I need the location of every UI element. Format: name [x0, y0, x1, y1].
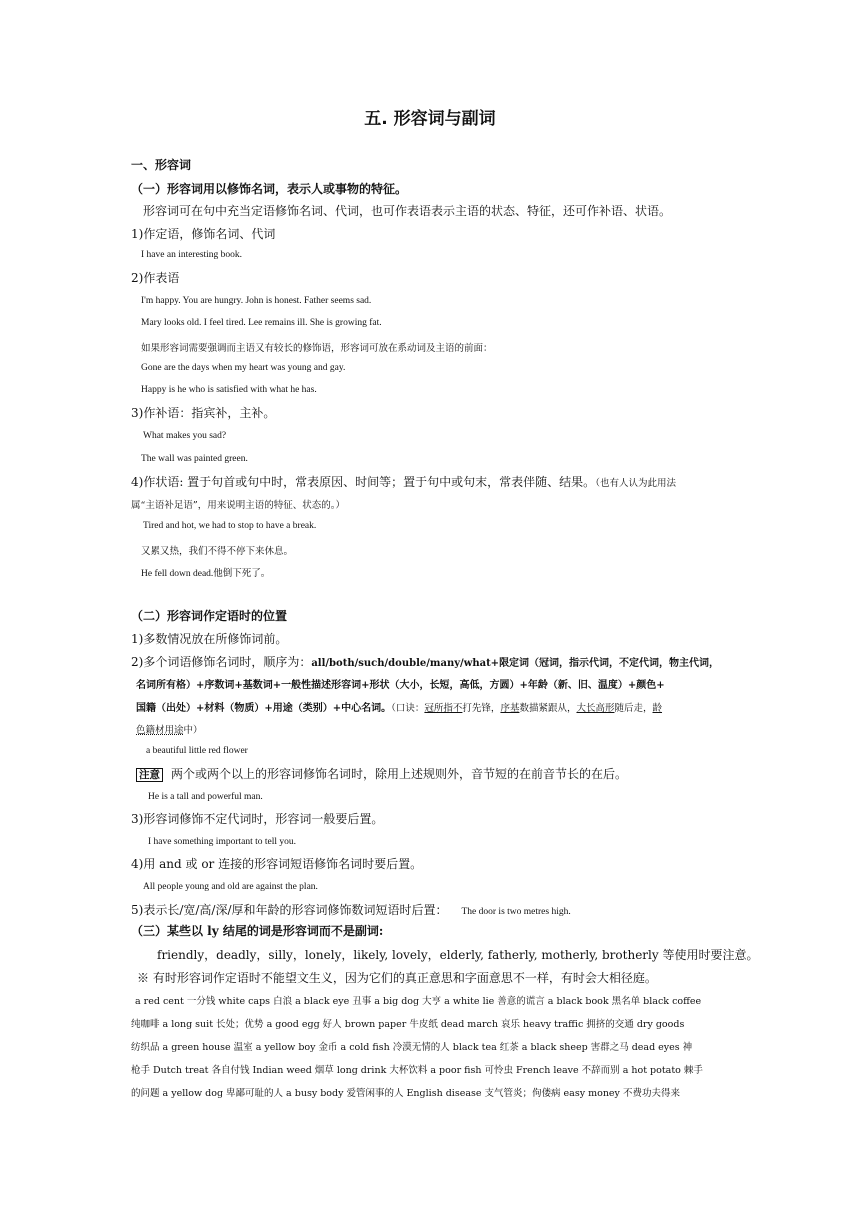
example-text: Mary looks old. I feel tired. Lee remains ill. She is growing fat. [141, 318, 382, 328]
point-adverbial [131, 473, 676, 490]
example-translation: 又累又热，我们不得不停下来休息。 [141, 546, 294, 557]
point-complement: 3)作补语：指宾补，主补。 [131, 406, 276, 420]
example-en: He fell down dead. [141, 569, 214, 579]
mnemonic-open: （口诀： [391, 703, 425, 714]
example-text: I'm happy. You are hungry. John is honest. Father seems sad. [141, 296, 372, 306]
point-order-rule-3: 国籍（出处）+材料（物质）+用途（类别）+中心名词。 [136, 703, 392, 714]
example-text: The door is two metres high. [461, 907, 571, 917]
mnemonic-part: 大长高形 [576, 703, 615, 714]
section-3-heading: （三）某些以 ly 结尾的词是形容词而不是副词: [131, 924, 384, 938]
idiom-list-line: 纺织品 a green house 温室 a yellow boy 金币 a cold fish 冷漠无情的人 black tea 红茶 a black sheep 害群之马 dead eyes 神 [131, 1042, 693, 1053]
point-before-noun: 1)多数情况放在所修饰词前。 [131, 632, 288, 646]
warning-note: ※ 有时形容词作定语时不能望文生义，因为它们的真正意思和字面意思不一样，有时会大相径庭。 [137, 971, 657, 985]
point-attributive: 1)作定语，修饰名词、代词 [131, 227, 276, 241]
point-order-rule-2: 名词所有格）+序数词+基数词+一般性描述形容词+形状（大小，长短，高低，方圆）+年龄（新、旧、温度）+颜色+ [136, 680, 665, 691]
example-text: Gone are the days when my heart was young and gay. [141, 363, 346, 373]
example-text: a beautiful little red flower [146, 746, 248, 756]
example-text: I have an interesting book. [141, 250, 243, 260]
ly-word-list: friendly，deadly，silly，lonely，likely, lovely，elderly, fatherly, motherly, brotherly 等使用时要注意。 [157, 948, 759, 962]
mnemonic-close: 中） [183, 725, 203, 736]
mnemonic-part: 序基 [500, 703, 520, 714]
mnemonic-part: 色籍材用途 [136, 725, 184, 736]
mnemonic-part: 数描紧跟从， [519, 703, 577, 714]
idiom-list-line: a red cent 一分钱 white caps 白浪 a black eye 丑事 a big dog 大亨 a white lie 善意的谎言 a black book 黑名单 black coffee [135, 996, 702, 1007]
example-text: What makes you sad? [143, 431, 227, 441]
point-order [131, 653, 719, 670]
heading-adjective: 一、形容词 [131, 158, 192, 172]
example-text: He is a tall and powerful man. [148, 792, 263, 802]
note-text: 如果形容词需要强调而主语又有较长的修饰语，形容词可放在系动词及主语的前面： [141, 343, 493, 354]
note-text: 两个或两个以上的形容词修饰名词时，除用上述规则外，音节短的在前音节长的在后。 [171, 767, 628, 781]
mnemonic-part: 随后走， [614, 703, 653, 714]
example-text: Tired and hot, we had to stop to have a break. [143, 521, 317, 531]
mnemonic-part: 龄 [652, 703, 663, 714]
point-adverbial-note: （也有人认为此用法 [595, 478, 676, 489]
idiom-list-line: 纯咖啡 a long suit 长处；优势 a good egg 好人 brown paper 牛皮纸 dead march 哀乐 heavy traffic 拥挤的交通 dry goods [131, 1019, 685, 1030]
example-text: All people young and old are against the plan. [143, 882, 318, 892]
point-adverbial-text: 4)作状语: 置于句首或句中时，常表原因、时间等；置于句中或句末，常表伴随、结果。 [131, 475, 596, 489]
example-text [141, 565, 270, 579]
mnemonic-part: 打先锋， [462, 703, 501, 714]
example-text: I have something important to tell you. [148, 837, 297, 847]
example-text: Happy is he who is satisfied with what he has. [141, 385, 317, 395]
note-row [136, 765, 627, 782]
point-adverbial-cont: 属“主语补足语”，用来说明主语的特征、状态的。） [131, 500, 345, 511]
note-label-badge: 注意 [136, 768, 163, 782]
section-2-heading: （二）形容词作定语时的位置 [131, 609, 288, 623]
point-and-or: 4)用 and 或 or 连接的形容词短语修饰名词时要后置。 [131, 857, 423, 871]
mnemonic-part: 冠所指不 [424, 703, 463, 714]
idiom-list-line: 的问题 a yellow dog 卑鄙可耻的人 a busy body 爱管闲事的人 English disease 支气管炎；佝偻病 easy money 不费功夫得来 [131, 1088, 680, 1099]
example-text: The wall was painted green. [141, 454, 248, 464]
section-1-heading: （一）形容词用以修饰名词，表示人或事物的特征。 [131, 182, 408, 196]
mnemonic-end [136, 722, 203, 736]
page-title: 五. 形容词与副词 [364, 109, 496, 129]
point-indefinite-pronoun: 3)形容词修饰不定代词时，形容词一般要后置。 [131, 812, 384, 826]
point-measure-text: 5)表示长/宽/高/深/厚和年龄的形容词修饰数词短语时后置： [131, 903, 448, 917]
point-measure [131, 901, 571, 918]
section-1-intro: 形容词可在句中充当定语修饰名词、代词，也可作表语表示主语的状态、特征，还可作补语、状语。 [143, 204, 672, 218]
idiom-list-line: 枪手 Dutch treat 各自付钱 Indian weed 烟草 long drink 大杯饮料 a poor fish 可怜虫 French leave 不辞而别 a hot potato 棘手 [131, 1065, 703, 1076]
example-cn: 他倒下死了。 [213, 568, 271, 579]
point-order-rule: all/both/such/double/many/what+限定词（冠词，指示代词，不定代词，物主代词， [311, 658, 720, 669]
point-predicative: 2)作表语 [131, 271, 180, 285]
point-order-lead: 2)多个词语修饰名词时，顺序为： [131, 655, 312, 669]
mnemonic [136, 699, 662, 714]
